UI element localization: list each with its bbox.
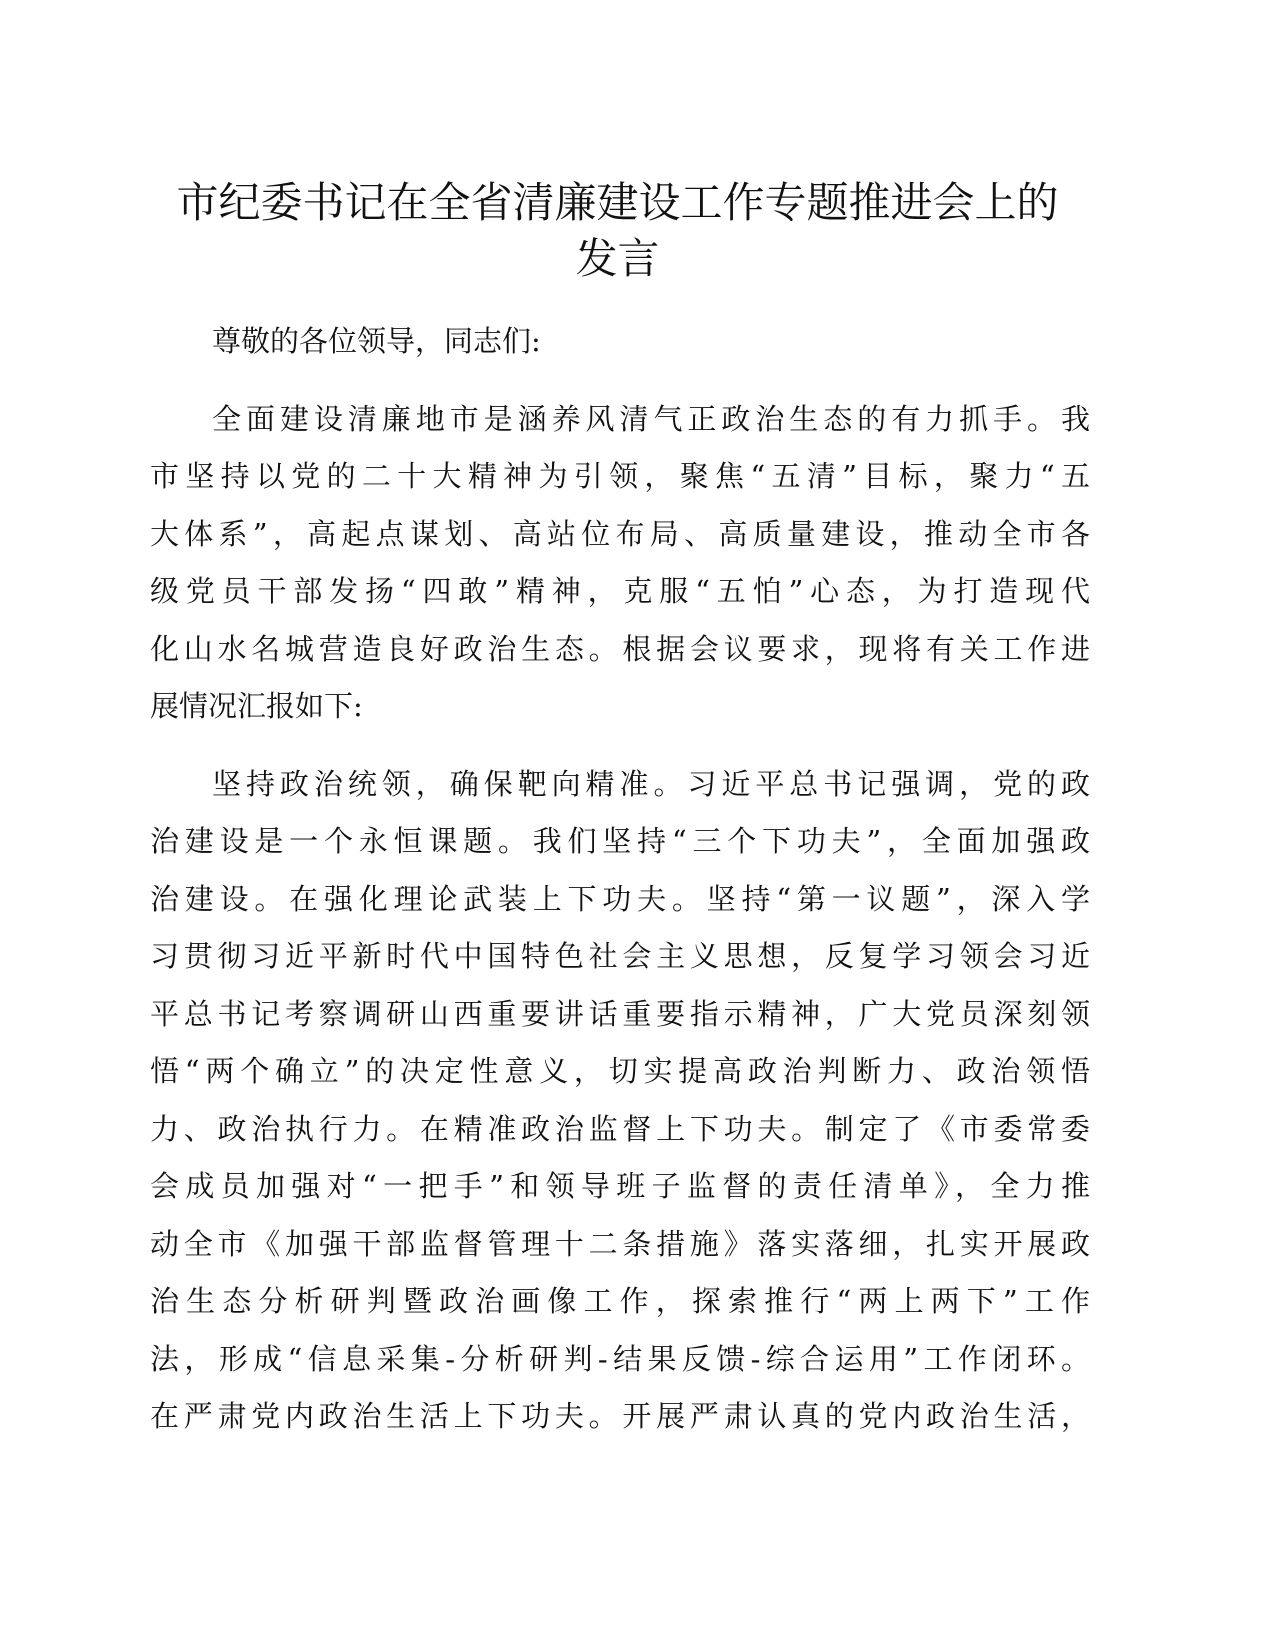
- paragraph-intro: [150, 391, 1090, 736]
- paragraph-line: 市坚持以党的二十大精神为引领，聚焦“五清”目标，聚力“五: [150, 459, 1090, 493]
- paragraph-line: 治建设是一个永恒课题。我们坚持“三个下功夫”，全面加强政: [150, 824, 1090, 858]
- paragraph-line: 大体系”，高起点谋划、高站位布局、高质量建设，推动全市各: [150, 516, 1090, 551]
- paragraph-line: 动全市《加强干部监督管理十二条措施》落实落细，扎实开展政: [150, 1226, 1090, 1261]
- document-body: [150, 313, 1090, 1446]
- paragraph-line: 力、政治执行力。在精准政治监督上下功夫。制定了《市委常委: [150, 1111, 1090, 1146]
- paragraph-line: 法，形成“信息采集-分析研判-结果反馈-综合运用”工作闭环。: [150, 1341, 1090, 1376]
- paragraph-line: 习贯彻习近平新时代中国特色社会主义思想，反复学习领会习近: [150, 939, 1090, 973]
- paragraph-line: 平总书记考察调研山西重要讲话重要指示精神，广大党员深刻领: [150, 996, 1090, 1031]
- document-title: [150, 175, 1085, 287]
- paragraph-line: 治建设。在强化理论武装上下功夫。坚持“第一议题”，深入学: [150, 881, 1090, 916]
- paragraph-line: 化山水名城营造良好政治生态。根据会议要求，现将有关工作进: [150, 631, 1090, 666]
- title-line-1: 市纪委书记在全省清廉建设工作专题推进会上的: [176, 178, 1059, 227]
- paragraph-line: 级党员干部发扬“四敢”精神，克服“五怕”心态，为打造现代: [150, 574, 1090, 608]
- paragraph-line: 会成员加强对“一把手”和领导班子监督的责任清单》，全力推: [150, 1169, 1090, 1203]
- paragraph-line: 治生态分析研判暨政治画像工作，探索推行“两上两下”工作: [150, 1284, 1090, 1318]
- paragraph-line: 展情况汇报如下:: [150, 689, 363, 723]
- salutation: 尊敬的各位领导，同志们:: [212, 324, 541, 358]
- paragraph-line: 坚持政治统领，确保靶向精准。习近平总书记强调，党的政: [212, 766, 1090, 801]
- paragraph-line: 全面建设清廉地市是涵养风清气正政治生态的有力抓手。我: [212, 401, 1090, 436]
- paragraph-line: 悟“两个确立”的决定性意义，切实提高政治判断力、政治领悟: [150, 1054, 1090, 1088]
- paragraph-line: 在严肃党内政治生活上下功夫。开展严肃认真的党内政治生活，: [150, 1399, 1090, 1433]
- title-line-2: 发言: [575, 234, 660, 283]
- paragraph-political-leadership: [150, 756, 1090, 1446]
